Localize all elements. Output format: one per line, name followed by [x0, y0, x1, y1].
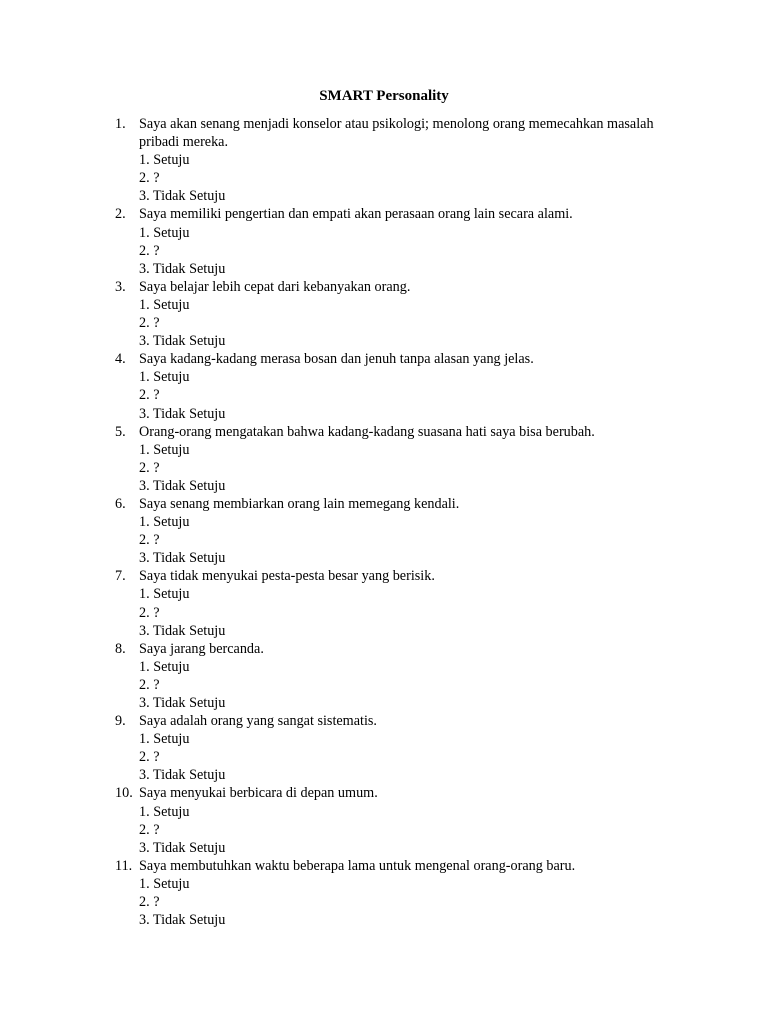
- answer-option-disagree: 3. Tidak Setuju: [139, 622, 226, 639]
- question-number: 5.: [115, 423, 126, 440]
- answer-option-unsure: 2. ?: [139, 459, 160, 476]
- question-number: 9.: [115, 713, 126, 730]
- question-number: 2.: [115, 206, 126, 223]
- question-text: Saya tidak menyukai pesta-pesta besar yang berisik.: [139, 568, 435, 585]
- answer-option-unsure: 2. ?: [139, 821, 160, 838]
- answer-option-agree: 1. Setuju: [139, 875, 190, 892]
- answer-options: [139, 730, 669, 784]
- answer-option-disagree: 3. Tidak Setuju: [139, 260, 226, 277]
- question-item: [0, 423, 669, 495]
- answer-option-agree: 1. Setuju: [139, 441, 190, 458]
- answer-option-agree: 1. Setuju: [139, 658, 190, 675]
- answer-option-disagree: 3. Tidak Setuju: [139, 839, 226, 856]
- answer-option-disagree: 3. Tidak Setuju: [139, 477, 226, 494]
- question-list: [0, 115, 768, 929]
- question-text: Saya akan senang menjadi konselor atau psikologi; menolong orang memecahkan masalah pribadi mereka.: [139, 116, 654, 151]
- answer-options: [139, 441, 669, 495]
- question-item: [0, 857, 669, 929]
- answer-option-agree: 1. Setuju: [139, 224, 190, 241]
- question-text: Saya memiliki pengertian dan empati akan perasaan orang lain secara alami.: [139, 206, 573, 223]
- answer-options: [139, 658, 669, 712]
- answer-option-agree: 1. Setuju: [139, 731, 190, 748]
- answer-option-agree: 1. Setuju: [139, 514, 190, 531]
- answer-option-unsure: 2. ?: [139, 387, 160, 404]
- question-number: 4.: [115, 351, 126, 368]
- answer-option-disagree: 3. Tidak Setuju: [139, 550, 226, 567]
- question-number: 8.: [115, 640, 126, 657]
- question-number: 10.: [115, 785, 133, 802]
- answer-options: [139, 875, 669, 929]
- question-item: [0, 567, 669, 639]
- question-item: [0, 205, 669, 277]
- question-item: [0, 712, 669, 784]
- question-number: 11.: [115, 857, 133, 874]
- question-item: [0, 640, 669, 712]
- answer-option-unsure: 2. ?: [139, 315, 160, 332]
- answer-option-unsure: 2. ?: [139, 604, 160, 621]
- question-item: [0, 495, 669, 567]
- question-text: Saya membutuhkan waktu beberapa lama untuk mengenal orang-orang baru.: [139, 857, 576, 874]
- question-item: [0, 115, 669, 205]
- answer-options: [139, 151, 669, 205]
- answer-option-unsure: 2. ?: [139, 170, 160, 187]
- answer-option-agree: 1. Setuju: [139, 803, 190, 820]
- answer-option-disagree: 3. Tidak Setuju: [139, 333, 226, 350]
- question-text: Saya adalah orang yang sangat sistematis.: [139, 713, 377, 730]
- answer-option-agree: 1. Setuju: [139, 369, 190, 386]
- answer-option-unsure: 2. ?: [139, 749, 160, 766]
- question-text: Saya jarang bercanda.: [139, 640, 264, 657]
- answer-options: [139, 513, 669, 567]
- question-item: [0, 784, 669, 856]
- question-text: Orang-orang mengatakan bahwa kadang-kadang suasana hati saya bisa berubah.: [139, 423, 595, 440]
- answer-options: [139, 803, 669, 857]
- question-text: Saya kadang-kadang merasa bosan dan jenuh tanpa alasan yang jelas.: [139, 351, 534, 368]
- answer-option-unsure: 2. ?: [139, 242, 160, 259]
- question-number: 1.: [115, 116, 126, 132]
- question-item: [0, 350, 669, 422]
- answer-option-disagree: 3. Tidak Setuju: [139, 767, 226, 784]
- answer-option-agree: 1. Setuju: [139, 296, 190, 313]
- answer-option-unsure: 2. ?: [139, 532, 160, 549]
- answer-option-disagree: 3. Tidak Setuju: [139, 188, 226, 205]
- answer-option-unsure: 2. ?: [139, 676, 160, 693]
- answer-option-disagree: 3. Tidak Setuju: [139, 912, 226, 929]
- question-text: Saya senang membiarkan orang lain memegang kendali.: [139, 495, 460, 512]
- question-number: 6.: [115, 495, 126, 512]
- answer-option-disagree: 3. Tidak Setuju: [139, 405, 226, 422]
- question-number: 3.: [115, 278, 126, 295]
- answer-option-unsure: 2. ?: [139, 894, 160, 911]
- answer-option-agree: 1. Setuju: [139, 586, 190, 603]
- answer-options: [139, 368, 669, 422]
- answer-option-disagree: 3. Tidak Setuju: [139, 695, 226, 711]
- question-item: [0, 278, 669, 350]
- answer-options: [139, 585, 669, 639]
- question-number: 7.: [115, 568, 126, 585]
- answer-option-agree: 1. Setuju: [139, 152, 190, 169]
- answer-options: [139, 224, 669, 278]
- question-text: Saya menyukai berbicara di depan umum.: [139, 785, 378, 802]
- answer-options: [139, 296, 669, 350]
- page-title: SMART Personality: [319, 88, 449, 104]
- question-text: Saya belajar lebih cepat dari kebanyakan orang.: [139, 278, 411, 295]
